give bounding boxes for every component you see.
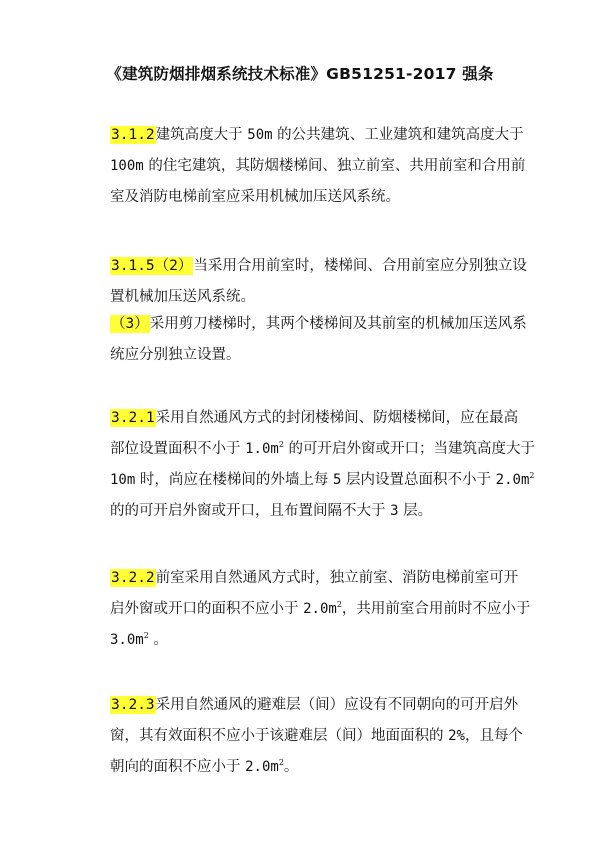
clause-value: 3 <box>390 503 399 519</box>
clause-line <box>110 752 520 783</box>
clause-value: 2% <box>448 728 465 744</box>
clause-line <box>110 151 526 182</box>
clause-number: 3.1.5 <box>111 258 155 274</box>
clause-text: 。 <box>283 759 299 775</box>
clause-sub-number: （2） <box>154 258 193 274</box>
clause-value: 3.0m <box>110 632 144 648</box>
clause-line <box>110 563 520 594</box>
clause-line <box>110 594 531 625</box>
clause-text: 的可开启外窗或开口；当建筑高度大于 <box>283 441 536 457</box>
clause-text: ，共用前室合用前时不应小于 <box>341 601 531 617</box>
clause-text: 启外窗或开口的面积不应小于 <box>110 601 304 617</box>
clause-text: 的住宅建筑，其防烟楼梯间、独立前室、共用前室和合用前 <box>143 158 526 174</box>
clause-3-2-3 <box>110 690 523 783</box>
clause-text: 层。 <box>398 503 433 519</box>
clause-line <box>110 496 520 527</box>
clause-number-highlight: 3.2.1 <box>111 410 155 426</box>
clause-text: 朝向的面积不应小于 <box>110 759 246 775</box>
clause-text: 窗，其有效面积不应小于该避难层（间）地面面积的 <box>110 728 449 744</box>
clause-line <box>110 465 535 496</box>
clause-line <box>110 120 524 151</box>
clause-line <box>110 340 520 371</box>
clause-number-highlight <box>110 257 193 275</box>
clause-text: 置机械加压送风系统。 <box>110 289 255 305</box>
clause-3-2-2 <box>110 563 531 656</box>
clause-value: 2.0m <box>303 601 337 617</box>
clause-value: 2.0m <box>245 759 279 775</box>
clause-line <box>110 625 520 656</box>
clause-number-highlight: 3.2.2 <box>111 570 155 586</box>
clause-3-1-5 <box>110 251 527 371</box>
clause-line <box>110 182 520 213</box>
clause-line <box>110 434 536 465</box>
clause-text: 采用自然通风的避难层（间）应设有不同朝向的可开启外 <box>155 697 519 713</box>
superscript: 2 <box>278 440 284 449</box>
clause-line <box>110 403 520 434</box>
clause-line <box>110 309 527 340</box>
clause-line <box>110 721 523 752</box>
clause-line <box>110 251 527 282</box>
clause-value: 5 <box>333 472 342 488</box>
clause-text: 前室采用自然通风方式时，独立前室、消防电梯前室可开 <box>155 570 519 586</box>
clause-text: 统应分别独立设置。 <box>110 347 241 363</box>
clause-text: 的公共建筑、工业建筑和建筑高度大于 <box>272 127 524 143</box>
clause-text: 部位设置面积不小于 <box>110 441 246 457</box>
document-title: 《建筑防烟排烟系统技术标准》GB51251-2017 强条 <box>106 65 494 83</box>
clause-3-2-1 <box>110 403 536 527</box>
superscript: 2 <box>336 600 342 609</box>
clause-text: 当采用合用前室时，楼梯间、合用前室应分别独立设 <box>193 258 527 274</box>
clause-text: 采用剪刀楼梯时，其两个楼梯间及其前室的机械加压送风系 <box>149 316 527 332</box>
clause-value: 2.0m <box>495 472 530 488</box>
superscript: 2 <box>143 631 149 640</box>
clause-text: 建筑高度大于 <box>155 127 248 143</box>
superscript: 2 <box>529 471 535 480</box>
clause-text: 。 <box>148 632 168 648</box>
clause-text: 时，尚应在楼梯间的外墙上每 <box>135 472 334 488</box>
clause-text: ，且每个 <box>464 728 523 744</box>
superscript: 2 <box>278 758 284 767</box>
clause-number-highlight: 3.1.2 <box>111 127 155 143</box>
clause-text: 的的可开启外窗或开口，且布置间隔不大于 <box>110 503 391 519</box>
clause-number-highlight: 3.2.3 <box>111 697 155 713</box>
clause-sub-highlight: （3） <box>111 316 149 332</box>
clause-value: 50m <box>247 127 273 143</box>
clause-3-1-2 <box>110 120 526 213</box>
clause-text: 室及消防电梯前室应采用机械加压送风系统。 <box>110 189 400 205</box>
clause-value: 1.0m <box>245 441 279 457</box>
clause-value: 10m <box>110 472 136 488</box>
clause-line <box>110 690 520 721</box>
clause-text: 采用自然通风方式的封闭楼梯间、防烟楼梯间，应在最高 <box>155 410 519 426</box>
clause-text: 层内设置总面积不小于 <box>341 472 496 488</box>
clause-value: 100m <box>110 158 144 174</box>
